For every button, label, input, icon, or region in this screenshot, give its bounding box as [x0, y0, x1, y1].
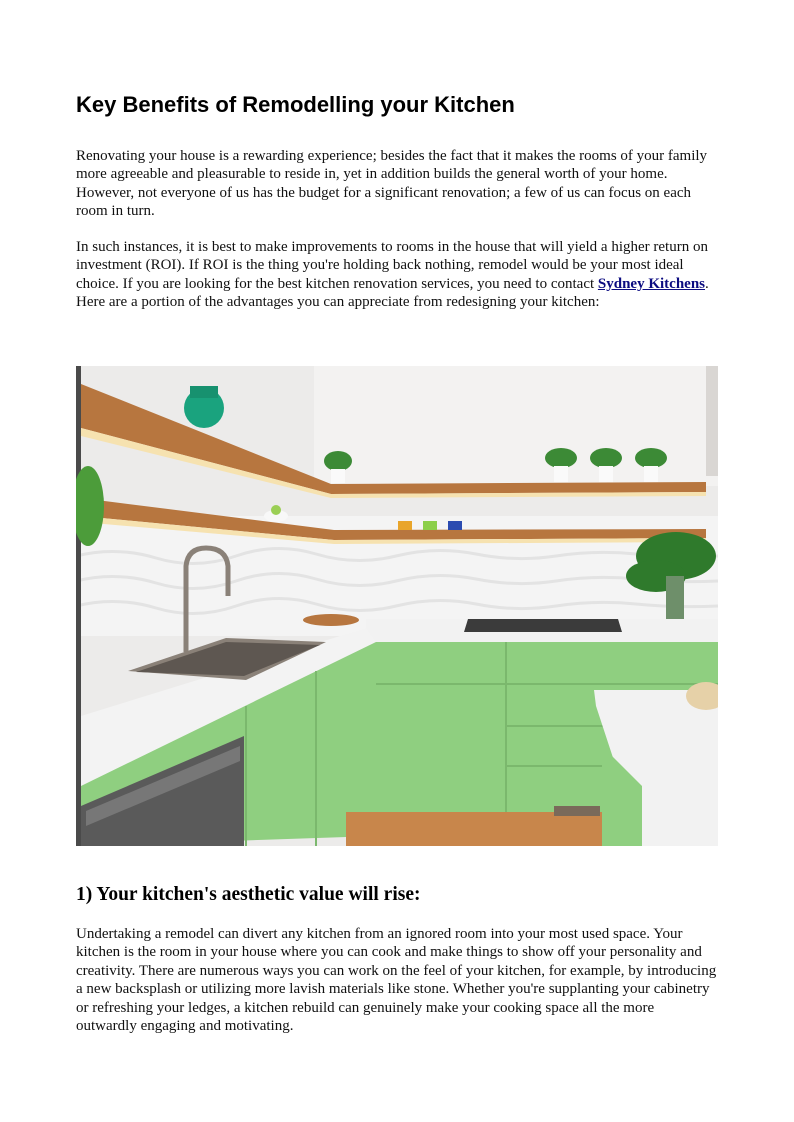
second-paragraph-text-after-link: . Here are a portion of the advantages you can appreciate from redesigning your kitchen:: [76, 275, 709, 311]
second-paragraph-text-before-link: In such instances, it is best to make improvements to rooms in the house that will yield a higher return on investment (ROI). If ROI is the thing you're holding back nothing, remodel would be your most ideal choice. If you are looking for the best kitchen renovation services, you need to contact: [76, 239, 708, 292]
intro-paragraph: Renovating your house is a rewarding experience; besides the fact that it makes the rooms of your family more agreeable and pleasurable to reside in, yet in addition builds the general worth of your home. However, not everyone of us has the budget for a significant renovation; a few of us can focus on each room in turn.: [76, 148, 708, 220]
second-paragraph: [76, 238, 718, 312]
section-1-heading: 1) Your kitchen's aesthetic value will rise:: [76, 884, 421, 905]
sydney-kitchens-link[interactable]: Sydney Kitchens: [597, 275, 706, 292]
section-1-paragraph: Undertaking a remodel can divert any kitchen from an ignored room into your most used space. Your kitchen is the room in your house where you can cook and make things to show off your personality and creativity. There are numerous ways you can work on the feel of your kitchen, for example, by introducing a new backsplash or utilizing more lavish materials like stone. Whether you're supplanting your cabinetry or refreshing your ledges, a kitchen rebuild can genuinely make your cooking space all the more outwardly engaging and motivating.: [76, 926, 717, 1035]
kitchen-photo: [76, 366, 718, 846]
page-title: Key Benefits of Remodelling your Kitchen: [76, 92, 515, 117]
